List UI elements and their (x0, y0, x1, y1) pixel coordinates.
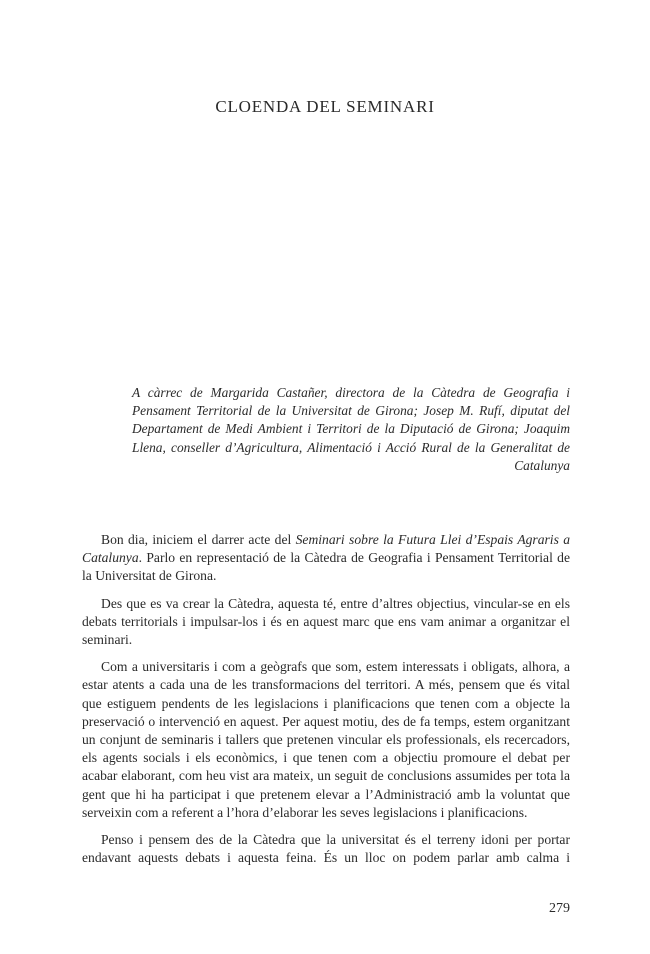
paragraph-3: Com a universitaris i com a geògrafs que som, estem interessats i obligats, alhora, a estar atents a cada una de les transformacions del territori. A més, pensem que és vital que estiguem pendents de les legislacions i planificacions que tenen com a objecte la preservació o intervenció en aquest. Per aquest motiu, des de fa temps, estem organitzant un conjunt de seminaris i tallers que pretenen vincular els professionals, els recercadors, els agents socials i els econòmics, i que tenen com a objectiu promoure el debat per acabar elaborant, com heu vist ara mateix, un seguit de conclusions assumides per tota la gent que hi ha participat i que pretenem elevar a l’Administració amb la voluntat que serveixin com a referent a l’hora d’elaborar les seves legislacions i planificacions. (82, 659, 570, 820)
author-byline: A càrrec de Margarida Castañer, directora de la Càtedra de Geografia i Pensament Territorial de la Universitat de Girona; Josep M. Rufí, diputat del Departament de Medi Ambient i Territori de la Diputació de Girona; Joaquim Llena, conseller d’Agricultura, Alimentació i Acció Rural de la Generalitat de Catalunya (132, 385, 570, 473)
paragraph-1-lead: Bon dia, iniciem el darrer acte del (101, 532, 296, 547)
body-text (82, 531, 570, 876)
chapter-title: CLOENDA DEL SEMINARI (215, 97, 435, 116)
seminar-title: Seminari sobre la Futura Llei d’Espais Agraris a Catalunya (82, 532, 571, 566)
paragraph-1-rest: . Parlo en representació de la Càtedra de Geografia i Pensament Territorial de la Universitat de Girona. (82, 550, 570, 584)
paragraph-1 (82, 531, 570, 586)
paragraph-2: Des que es va crear la Càtedra, aquesta té, entre d’altres objectius, vincular-se en els debats territorials i impulsar-los i és en aquest marc que ens vam animar a organitzar el seminari. (82, 595, 570, 648)
page-number: 279 (549, 901, 570, 916)
paragraph-4: Penso i pensem des de la Càtedra que la universitat és el terreny idoni per portar endavant aquests debats i aquesta feina. És un lloc on podem parlar amb calma i (82, 832, 570, 866)
